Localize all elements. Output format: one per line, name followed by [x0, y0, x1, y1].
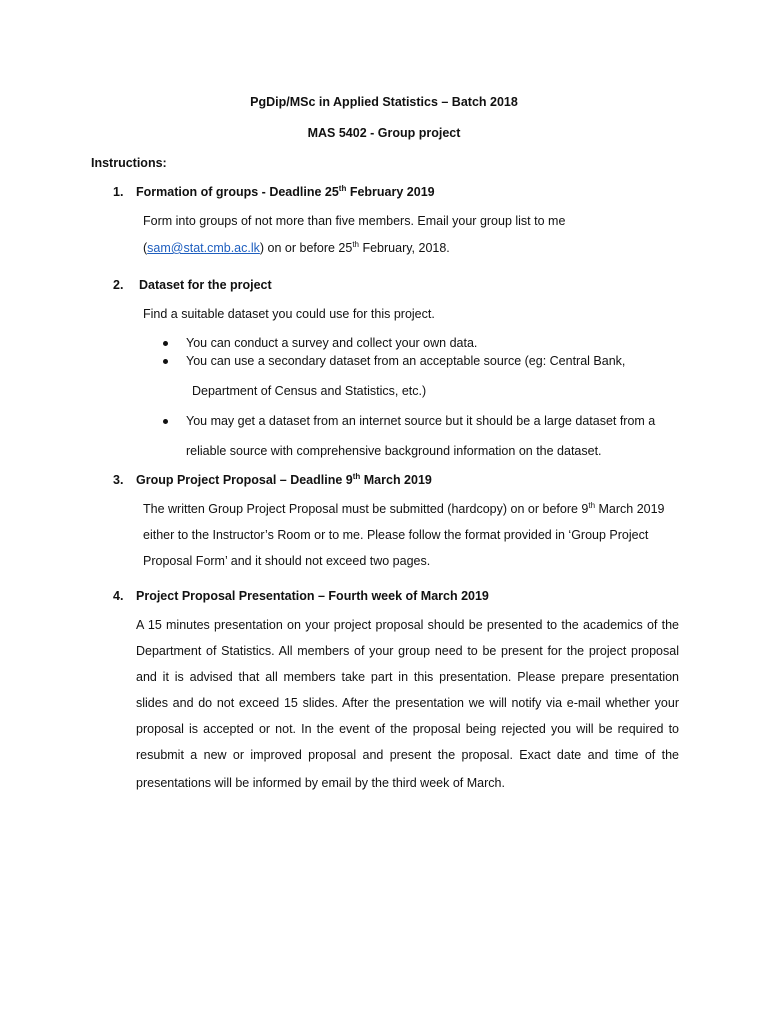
section-4-line-3: and it is advised that all members take part in this presentation. Please prepare presentation	[136, 670, 679, 684]
section-3-line-2: either to the Instructor’s Room or to me. Please follow the format provided in ‘Group Project	[143, 528, 649, 542]
bullet-icon	[163, 419, 168, 424]
instructions-label: Instructions:	[91, 156, 167, 170]
section-1-line-1: Form into groups of not more than five members. Email your group list to me	[143, 214, 566, 228]
section-2-bullet-2: You can use a secondary dataset from an acceptable source (eg: Central Bank,	[186, 354, 626, 368]
section-4-line-7: presentations will be informed by email by the third week of March.	[136, 776, 505, 790]
section-3-number: 3.	[113, 473, 124, 487]
section-2-bullet-1: You can conduct a survey and collect your own data.	[186, 336, 478, 350]
section-4-line-4: slides and do not exceed 15 slides. After the presentation we will notify via e-mail whether your	[136, 696, 679, 710]
document-subtitle: MAS 5402 - Group project	[307, 126, 461, 140]
section-2-number: 2.	[113, 278, 124, 292]
section-2-intro: Find a suitable dataset you could use for this project.	[143, 307, 435, 321]
section-2-bullet-3: You may get a dataset from an internet source but it should be a large dataset from a	[186, 414, 656, 428]
section-1-line-2: (sam@stat.cmb.ac.lk) on or before 25th February, 2018.	[143, 240, 450, 255]
document-title: PgDip/MSc in Applied Statistics – Batch 2018	[250, 95, 518, 109]
bullet-icon	[163, 359, 168, 364]
email-link[interactable]: sam@stat.cmb.ac.lk	[147, 241, 260, 255]
section-2-bullet-3-cont: reliable source with comprehensive background information on the dataset.	[186, 444, 602, 458]
section-4-line-5: proposal is accepted or not. In the event of the proposal being rejected you will be required to	[136, 722, 679, 736]
bullet-icon	[163, 341, 168, 346]
section-4-number: 4.	[113, 589, 124, 603]
section-4-line-1: A 15 minutes presentation on your project proposal should be presented to the academics of the	[136, 618, 679, 632]
section-3-line-1: The written Group Project Proposal must be submitted (hardcopy) on or before 9th March 2019	[143, 501, 665, 516]
section-4-line-2: Department of Statistics. All members of your group need to be present for the project proposal	[136, 644, 679, 658]
section-1-number: 1.	[113, 185, 124, 199]
section-4-heading: Project Proposal Presentation – Fourth week of March 2019	[136, 589, 489, 603]
section-2-heading: Dataset for the project	[139, 278, 272, 292]
section-2-bullet-2-cont: Department of Census and Statistics, etc.)	[192, 384, 427, 398]
section-3-line-3: Proposal Form’ and it should not exceed two pages.	[143, 554, 431, 568]
section-1-heading: Formation of groups - Deadline 25th February 2019	[136, 184, 435, 199]
section-4-line-6: resubmit a new or improved proposal and present the proposal. Exact date and time of the	[136, 748, 679, 762]
section-3-heading: Group Project Proposal – Deadline 9th March 2019	[136, 472, 432, 487]
